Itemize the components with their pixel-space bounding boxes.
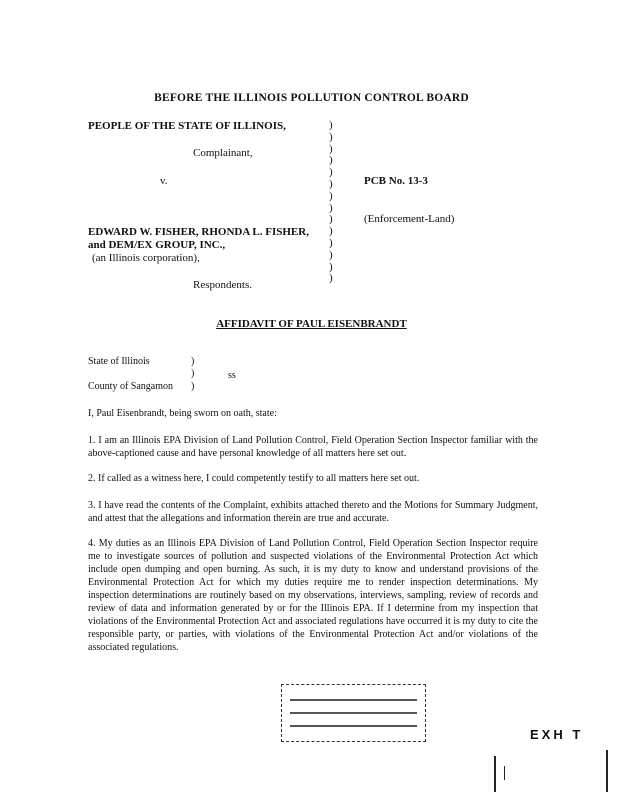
paren: ) <box>329 119 333 131</box>
stamp-line <box>290 725 417 727</box>
paren: ) <box>329 154 333 167</box>
paragraph-2: 2. If called as a witness here, I could competently testify to all matters here set out. <box>88 473 420 484</box>
venue-paren: ) <box>191 381 195 392</box>
paren: ) <box>329 225 333 238</box>
case-type: (Enforcement-Land) <box>364 213 455 225</box>
paragraph-1: 1. I am an Illinois EPA Division of Land Pollution Control, Field Operation Section Inspector familiar with the above-captioned cause and have personal knowledge of all matters here set out. <box>88 435 538 459</box>
paren: ) <box>329 272 333 285</box>
caption-paren-column <box>329 120 339 285</box>
paren: ) <box>329 142 333 155</box>
venue-paren: ) <box>191 368 195 379</box>
paren: ) <box>329 201 333 214</box>
exhibit-tab-right-edge <box>606 750 608 792</box>
board-title: BEFORE THE ILLINOIS POLLUTION CONTROL BOARD <box>154 92 469 104</box>
respondents-label: Respondents. <box>193 279 252 291</box>
paren: ) <box>329 213 333 226</box>
affidavit-heading: AFFIDAVIT OF PAUL EISENBRANDT <box>216 318 407 330</box>
paragraph-4: 4. My duties as an Illinois EPA Division of Land Pollution Control, Field Operation Section Inspector require me to investigate sources of pollution and suspected violations of the Environmental Protection Act which include open dumping and open burning. As such, it is my duty to know and understand provisions of the Environmental Protection Act for which my duties require me to render inspection determinations. My inspection determinations are routinely based on my observations, interviews, sampling, review of records and review of data and information generated by or for the Illinois EPA. If I determine from my inspection that violations of the Environmental Protection Act and associated regulations have occurred it is my duty to cite the responsible party, or parties, with violations of the Environmental Protection Act and/or violations of the associated regulations. <box>88 538 538 653</box>
respondent-line-1: EDWARD W. FISHER, RHONDA L. FISHER, <box>88 226 309 238</box>
paren: ) <box>329 166 333 179</box>
venue-county: County of Sangamon <box>88 381 173 392</box>
exhibit-tab-left-edge <box>494 756 496 792</box>
paren: ) <box>329 177 333 190</box>
versus-label: v. <box>160 175 168 187</box>
exhibit-label: EXH T <box>530 727 584 742</box>
stamp-line <box>290 712 417 714</box>
venue-ss: ss <box>228 370 236 381</box>
paren: ) <box>329 248 333 261</box>
venue-state: State of Illinois <box>88 356 150 367</box>
respondent-line-3: (an Illinois corporation), <box>92 252 200 264</box>
complainant-label: Complainant, <box>193 147 253 159</box>
received-stamp <box>281 684 426 742</box>
paren: ) <box>329 236 333 249</box>
exhibit-tab-mark <box>504 766 505 780</box>
case-number: PCB No. 13-3 <box>364 175 428 187</box>
paragraph-3: 3. I have read the contents of the Complaint, exhibits attached thereto and the Motions for Summary Judgment, and attest that the allegations and information therein are true and accurate. <box>88 500 538 524</box>
respondent-line-2: and DEM/EX GROUP, INC., <box>88 239 226 251</box>
paren: ) <box>329 260 333 273</box>
paren: ) <box>329 130 333 143</box>
oath-statement: I, Paul Eisenbrandt, being sworn on oath, state: <box>88 408 277 419</box>
venue-paren: ) <box>191 356 195 367</box>
plaintiff-name: PEOPLE OF THE STATE OF ILLINOIS, <box>88 120 286 132</box>
paren: ) <box>329 189 333 202</box>
stamp-line <box>290 699 417 701</box>
